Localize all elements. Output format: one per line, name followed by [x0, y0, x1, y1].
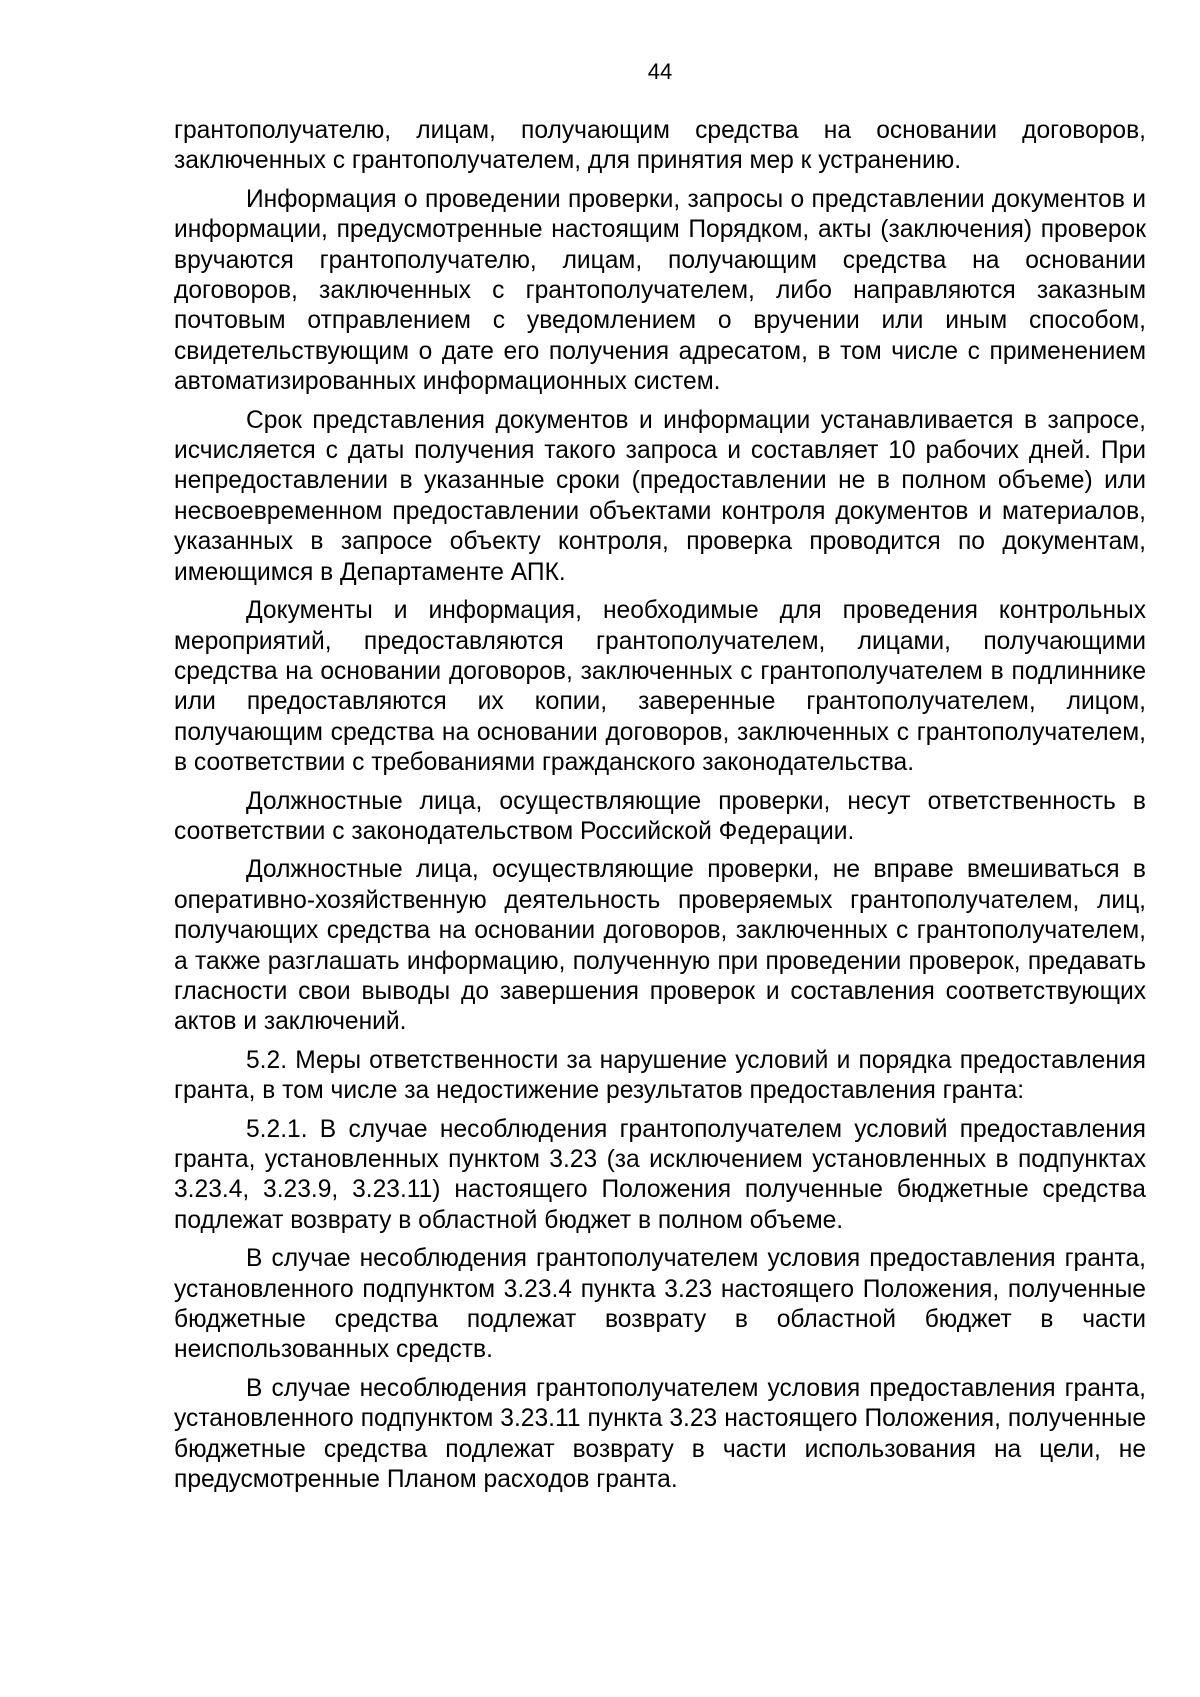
paragraph-continuation: грантополучателю, лицам, получающим средства на основании договоров, заключенных с грантополучателем, для принятия мер к устранению.: [174, 117, 1146, 175]
paragraph-misused-funds: В случае несоблюдения грантополучателем условия предоставления гранта, установленного подпунктом 3.23.11 пункта 3.23 настоящего Положения, полученные бюджетные средства подлежат возврату в части использования на цели, не предусмотренные Планом расходов гранта.: [174, 1374, 1146, 1494]
paragraph-officials-responsibility: Должностные лица, осуществляющие проверки, несут ответственность в соответствии с законодательством Российской Федерации.: [174, 787, 1146, 845]
paragraph-section-5-2-1: 5.2.1. В случае несоблюдения грантополучателем условий предоставления гранта, установленных пунктом 3.23 (за исключением установленных в подпунктах 3.23.4, 3.23.9, 3.23.11) настоящего Положения полученные бюджетные средства подлежат возврату в областной бюджет в полном объеме.: [174, 1115, 1146, 1234]
paragraph-officials-restrictions: Должностные лица, осуществляющие проверки, не вправе вмешиваться в оперативно-хозяйственную деятельность проверяемых грантополучателем, лиц, получающих средства на основании договоров, заключенных с грантополучателем, а также разглашать информацию, полученную при проведении проверок, предавать гласности свои выводы до завершения проверок и составления соответствующих актов и заключений.: [174, 856, 1146, 1036]
paragraph-submission-deadline: Срок представления документов и информации устанавливается в запросе, исчисляется с даты получения такого запроса и составляет 10 рабочих дней. При непредоставлении в указанные сроки (предоставлении не в полном объеме) или несвоевременном предоставлении объектами контроля документов и материалов, указанных в запросе объекту контроля, проверка проводится по документам, имеющимся в Департаменте АПК.: [174, 406, 1146, 586]
paragraph-unused-funds: В случае несоблюдения грантополучателем условия предоставления гранта, установленного подпунктом 3.23.4 пункта 3.23 настоящего Положения, полученные бюджетные средства подлежат возврату в областной бюджет в части неиспользованных средств.: [174, 1245, 1146, 1364]
page-number: 44: [647, 59, 673, 84]
paragraph-inspection-info: Информация о проведении проверки, запросы о представлении документов и информации, предусмотренные настоящим Порядком, акты (заключения) проверок вручаются грантополучателю, лицам, получающим средства на основании договоров, заключенных с грантополучателем, либо направляются заказным почтовым отправлением с уведомлением о вручении или иным способом, свидетельствующим о дате его получения адресатом, в том числе с применением автоматизированных информационных систем.: [174, 185, 1146, 396]
document-body: [174, 116, 1146, 1503]
paragraph-documents-provided: Документы и информация, необходимые для проведения контрольных мероприятий, предоставляются грантополучателем, лицами, получающими средства на основании договоров, заключенных с грантополучателем в подлиннике или предоставляются их копии, заверенные грантополучателем, лицом, получающим средства на основании договоров, заключенных с грантополучателем, в соответствии с требованиями гражданского законодательства.: [174, 597, 1146, 777]
paragraph-section-5-2: 5.2. Меры ответственности за нарушение условий и порядка предоставления гранта, в том числе за недостижение результатов предоставления гранта:: [174, 1046, 1146, 1105]
